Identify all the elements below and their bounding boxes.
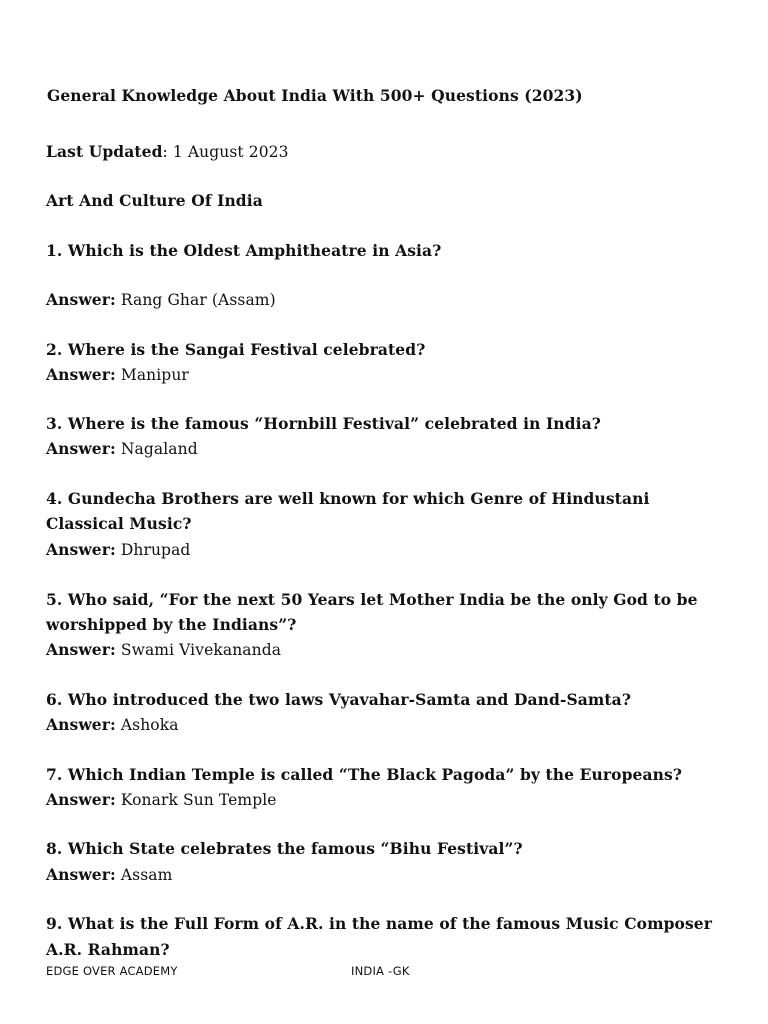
answer-2 — [46, 362, 708, 388]
answer-label: Answer: — [46, 640, 116, 659]
answer-label: Answer: — [46, 865, 116, 884]
last-updated-value: : 1 August 2023 — [162, 143, 289, 161]
footer-center: INDIA -GK — [351, 964, 410, 978]
last-updated-label: Last Updated — [46, 142, 163, 161]
answer-4 — [46, 537, 708, 563]
question-3: 3. Where is the famous “Hornbill Festival” celebrated in India? — [46, 414, 601, 433]
answer-3 — [46, 436, 708, 462]
answer-label: Answer: — [46, 439, 116, 458]
answer-text: Assam — [115, 866, 173, 884]
question-1: 1. Which is the Oldest Amphitheatre in Asia? — [46, 241, 442, 260]
question-8: 8. Which State celebrates the famous “Bihu Festival”? — [46, 839, 523, 858]
answer-text: Dhrupad — [115, 541, 191, 559]
document-title: General Knowledge About India With 500+ Questions (2023) — [47, 86, 583, 105]
answer-text: Nagaland — [115, 440, 198, 458]
answer-text: Rang Ghar (Assam) — [115, 291, 276, 309]
answer-8 — [46, 862, 708, 888]
question-2: 2. Where is the Sangai Festival celebrated? — [46, 340, 426, 359]
answer-1 — [46, 287, 708, 313]
question-4-line-2: Classical Music? — [46, 514, 192, 533]
answer-text: Konark Sun Temple — [115, 791, 277, 809]
answer-text: Swami Vivekananda — [115, 641, 282, 659]
question-9-line-2: A.R. Rahman? — [46, 940, 170, 959]
question-7: 7. Which Indian Temple is called “The Black Pagoda” by the Europeans? — [46, 765, 683, 784]
question-5-line-1: 5. Who said, “For the next 50 Years let Mother India be the only God to be — [46, 590, 698, 609]
question-4-line-1: 4. Gundecha Brothers are well known for which Genre of Hindustani — [46, 489, 650, 508]
answer-text: Manipur — [115, 366, 189, 384]
answer-7 — [46, 787, 708, 813]
answer-label: Answer: — [46, 365, 116, 384]
section-heading: Art And Culture Of India — [46, 191, 263, 210]
answer-label: Answer: — [46, 790, 116, 809]
answer-5 — [46, 637, 708, 663]
answer-label: Answer: — [46, 540, 116, 559]
question-6: 6. Who introduced the two laws Vyavahar-Samta and Dand-Samta? — [46, 690, 632, 709]
answer-label: Answer: — [46, 290, 116, 309]
question-9-line-1: 9. What is the Full Form of A.R. in the name of the famous Music Composer — [46, 914, 713, 933]
answer-text: Ashoka — [115, 716, 179, 734]
question-5-line-2: worshipped by the Indians”? — [46, 615, 297, 634]
answer-label: Answer: — [46, 715, 116, 734]
footer-left: EDGE OVER ACADEMY — [46, 964, 178, 978]
answer-6 — [46, 712, 708, 738]
last-updated — [46, 139, 708, 165]
